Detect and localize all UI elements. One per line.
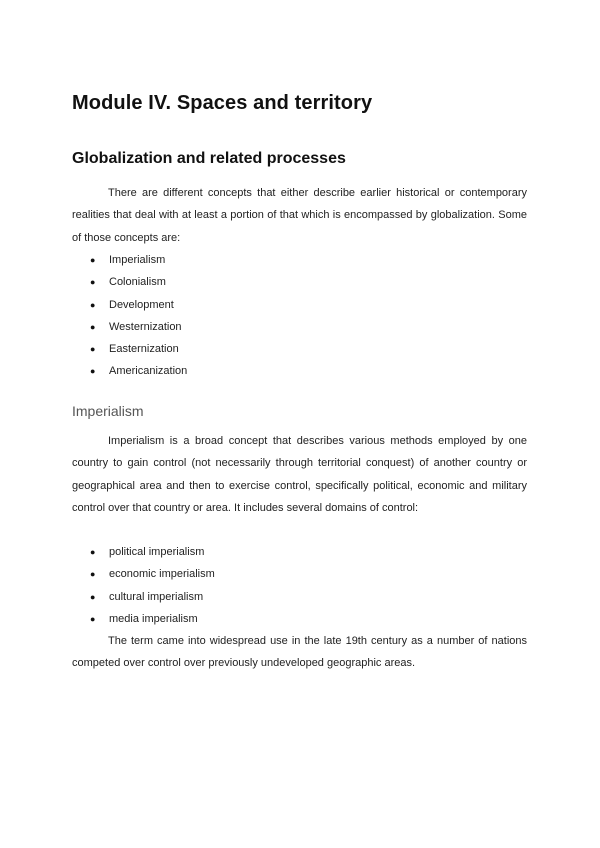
list-item	[72, 608, 215, 630]
bullet-icon: ●	[90, 569, 96, 580]
bullet-icon: ●	[90, 277, 96, 288]
module-title: Module IV. Spaces and territory	[72, 92, 373, 114]
bullet-icon: ●	[90, 591, 96, 602]
list-item-label: media imperialism	[109, 612, 198, 625]
list-item-label: political imperialism	[109, 546, 205, 558]
list-item	[72, 249, 187, 271]
bullet-icon: ●	[90, 547, 96, 557]
list-item	[72, 316, 187, 338]
bullet-icon: ●	[90, 255, 96, 265]
bullet-icon: ●	[90, 321, 96, 332]
closing-paragraph: The term came into widespread use in the late 19th century as a number of nations competed over control over previously undeveloped geographic areas.	[72, 635, 527, 670]
list-item-label: Easternization	[109, 343, 179, 356]
list-item	[72, 294, 187, 316]
imperialism-paragraph: Imperialism is a broad concept that describes various methods employed by one country to gain control (not necessarily through territorial conquest) of another country or geographical area and then to exercise control, specifically political, economic and military control over that country or area. It includes several domains of control:	[72, 435, 527, 514]
list-item	[72, 586, 215, 608]
list-item	[72, 541, 215, 563]
list-item	[72, 338, 187, 360]
list-item-label: economic imperialism	[109, 568, 215, 581]
section-title: Globalization and related processes	[72, 150, 346, 167]
bullet-icon: ●	[90, 366, 96, 377]
domains-list	[72, 541, 215, 630]
list-item	[72, 271, 187, 293]
bullet-icon: ●	[90, 613, 96, 624]
list-item-label: cultural imperialism	[109, 590, 204, 603]
concepts-list	[72, 249, 187, 383]
bullet-icon: ●	[90, 344, 96, 355]
subsection-title: Imperialism	[72, 403, 144, 419]
intro-paragraph: There are different concepts that either describe earlier historical or contemporary realities that deal with at least a portion of that which is encompassed by globalization. Some of those concepts are:	[72, 187, 527, 244]
list-item	[72, 563, 215, 585]
list-item-label: Imperialism	[109, 254, 166, 266]
list-item	[72, 360, 187, 382]
list-item-label: Development	[109, 298, 174, 311]
bullet-icon: ●	[90, 299, 96, 310]
list-item-label: Westernization	[109, 320, 182, 333]
list-item-label: Americanization	[109, 365, 188, 378]
list-item-label: Colonialism	[109, 276, 166, 289]
